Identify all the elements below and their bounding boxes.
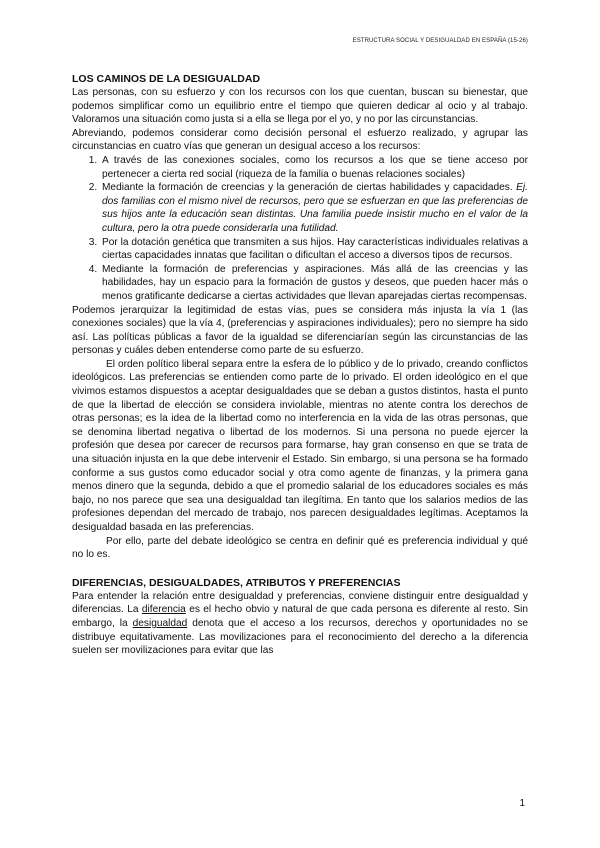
list-item: [100, 154, 528, 181]
ways-list: [72, 154, 528, 304]
section-title-diferencias: DIFERENCIAS, DESIGUALDADES, ATRIBUTOS Y PREFERENCIAS: [72, 576, 401, 589]
list-item-example: Ej. dos familias con el mismo nivel de recursos, pero que se esfuerzan en que las preferencias de sus hijos ante la educación sean distintas. Una familia puede insistir mucho en el valor de la cultura, pero la otra puede considerarla una futilidad.: [102, 182, 528, 234]
list-item-text: Mediante la formación de creencias y la generación de ciertas habilidades y capacidades.: [102, 182, 513, 194]
list-item-text: Mediante la formación de preferencias y aspiraciones. Más allá de las creencias y las habilidades, hay un espacio para la formación de gustos y deseos, que pueden hacer más o menos gratificante dedicarse a ciertas actividades que llevan aparejadas ciertas recompensas.: [102, 263, 528, 302]
list-item-text: Por la dotación genética que transmiten a sus hijos. Hay características individuales relativas a ciertas capacidades innatas que facilitan o dificultan el acceso a diversos tipos de recursos.: [102, 236, 528, 262]
list-item: [100, 263, 528, 304]
paragraph-cuatro-vias: Abreviando, podemos considerar como decisión personal el esfuerzo realizado, y agrupar las circunstancias en cuatro vías que generan un desigual acceso a los recursos:: [72, 127, 528, 153]
text-run: es el hecho obvio y natural de que cada persona es diferente al resto. Sin embargo, la: [72, 604, 528, 629]
list-item: [100, 181, 528, 235]
paragraph-orden-liberal: El orden político liberal separa entre la esfera de lo público y de lo privado, creando conflictos ideológicos. Las preferencias se entienden como parte de lo privado. El orden ideológico en el que vivimos estamos dispuestos a aceptar desigualdades que se deban a gustos distintos, hasta el punto de que la libertad de elección se considera inviolable, mientras no atente contra los derechos de otras personas; es la idea de la libertad como no interferencia en la vida de las otras personas, que se denomina libertad negativa o libertad de los modernos. Si una persona no puede ejercer la profesión que desea por carecer de recursos para formarse, hay gran consenso en que se trata de una situación injusta en la que debe intervenir el Estado. Sin embargo, si una persona se ha formado conforme a sus gustos como educador social y otra como agente de finanzas, y la primera gana menos dinero que la segunda, debido a que el promedio salarial de los educadores sociales es más bajo, no nos parece que sea una desigualdad tan ilegítima. En tanto que los salarios medios de las profesiones dependan del mercado de trabajo, nos parecen desigualdades legítimas. Aceptamos la desigualdad basada en las preferencias.: [72, 358, 528, 533]
term-desigualdad: desigualdad: [132, 617, 188, 629]
paragraph-debate-ideologico: Por ello, parte del debate ideológico se centra en definir qué es preferencia individual y qué no lo es.: [72, 535, 528, 561]
text-run: Para entender la relación entre desigualdad y preferencias, conviene distinguir entre desigualdad y diferencias. La: [72, 590, 528, 616]
section-spacer: [72, 562, 528, 576]
list-item-text: A través de las conexiones sociales, como los recursos a los que se tiene acceso por pertenecer a cierta red social (riqueza de la familia o buenas relaciones sociales): [102, 154, 528, 180]
page-number: 1: [519, 798, 525, 809]
paragraph-diferencia-desigualdad: [72, 590, 528, 658]
text-run: denota que el acceso a los recursos, derechos y oportunidades no se distribuye equitativamente. Las movilizaciones para el reconocimiento del derecho a la diferencia suelen ser movilizaciones para evitar que las: [72, 617, 529, 657]
paragraph-bienestar: Las personas, con su esfuerzo y con los recursos con los que cuentan, buscan su bienestar, que podemos simplificar como un equilibrio entre el tiempo que quieren dedicar al ocio y al trabajo. Valoramos una situación como justa si a ella se llega por el yo, y no por las circunstancias.: [72, 87, 528, 126]
list-item: [100, 236, 528, 263]
term-diferencia: diferencia: [141, 604, 186, 616]
paragraph-legitimidad: Podemos jerarquizar la legitimidad de estas vías, pues se considera más injusta la vía 1 (las conexiones sociales) que la vía 4, (preferencias y aspiraciones individuales); pero no siempre ha sido así. Las políticas públicas a favor de la igualdad se diferenciarían según las circunstancias de las personas y cuáles deben entenderse como parte de su esfuerzo.: [72, 304, 528, 357]
running-header: ESTRUCTURA SOCIAL Y DESIGUALDAD EN ESPAÑA (15-26): [352, 38, 528, 44]
page-content: [72, 72, 528, 658]
section-title-caminos: LOS CAMINOS DE LA DESIGUALDAD: [72, 73, 261, 85]
